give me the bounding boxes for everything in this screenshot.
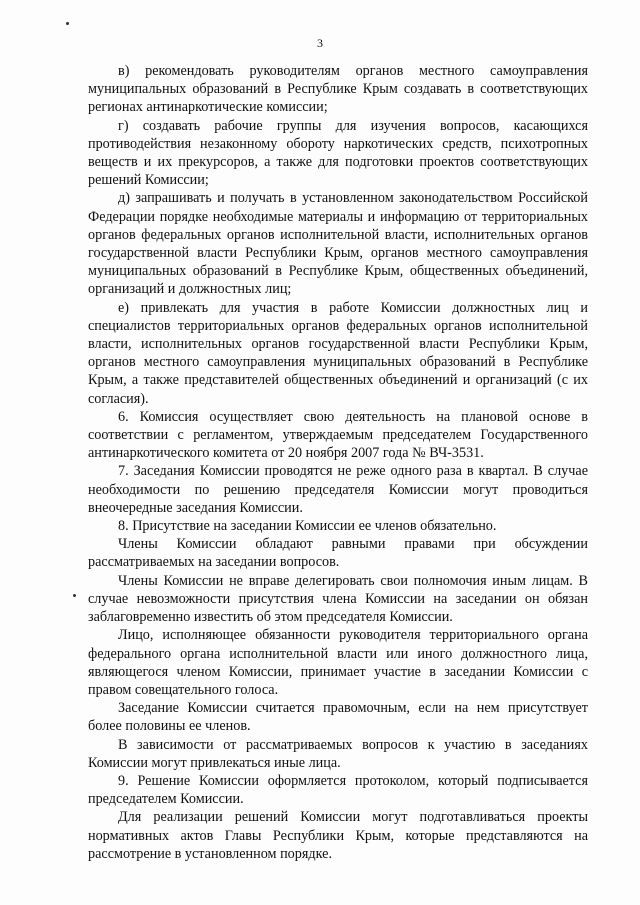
- paragraph-e: е) привлекать для участия в работе Комиссии должностных лиц и специалистов территориальных органов федеральных органов исполнительной власти, исполнительных органов государственной власти Республики Крым, органов местного самоуправления муниципальных образований в Республике Крым, а также представителей общественных объединений и организаций (с их согласия).: [88, 299, 588, 407]
- page-number: 3: [317, 36, 323, 50]
- paragraph-6: 6. Комиссия осуществляет свою деятельность на плановой основе в соответствии с регламентом, утверждаемым председателем Государственного антинаркотического комитета от 20 ноября 2007 года № ВЧ-3531.: [88, 408, 588, 462]
- paragraph-7: 7. Заседания Комиссии проводятся не реже одного раза в квартал. В случае необходимости по решению председателя Комиссии могут проводиться внеочередные заседания Комиссии.: [88, 463, 588, 516]
- document-body: [88, 62, 588, 863]
- paragraph-other-persons: В зависимости от рассматриваемых вопросов к участию в заседаниях Комиссии могут привлекаться иные лица.: [88, 736, 588, 771]
- paragraph-no-delegation: Члены Комиссии не вправе делегировать свои полномочия иным лицам. В случае невозможности присутствия члена Комиссии на заседании он обязан заблаговременно известить об этом председателя Комиссии.: [88, 572, 588, 626]
- paragraph-v: в) рекомендовать руководителям органов местного самоуправления муниципальных образований в Республике Крым создавать в соответствующих регионах антинаркотические комиссии;: [88, 63, 588, 116]
- paragraph-8: 8. Присутствие на заседании Комиссии ее членов обязательно.: [118, 518, 497, 535]
- paragraph-draft-acts: Для реализации решений Комиссии могут подготавливаться проекты нормативных актов Главы Республики Крым, которые представляются на рассмотрение в установленном порядке.: [88, 809, 588, 862]
- paragraph-equal-rights: Члены Комиссии обладают равными правами при обсуждении рассматриваемых на заседании вопросов.: [88, 536, 588, 571]
- paragraph-quorum: Заседание Комиссии считается правомочным, если на нем присутствует более половины ее членов.: [88, 700, 588, 735]
- paragraph-d: д) запрашивать и получать в установленном законодательством Российской Федерации порядке необходимые материалы и информацию от территориальных органов федеральных органов исполнительной власти, исполнительных органов государственной власти Республики Крым, органов местного самоуправления муниципальных образований в Республике Крым, общественных объединений, организаций и должностных лиц;: [88, 190, 588, 298]
- scan-speck: [73, 594, 76, 597]
- paragraph-9: 9. Решение Комиссии оформляется протоколом, который подписывается председателем Комиссии.: [88, 772, 588, 808]
- paragraph-acting-person: Лицо, исполняющее обязанности руководителя территориального органа федерального органа исполнительной власти или иного должностного лица, являющегося членом Комиссии, принимает участие в заседании Комиссии с правом совещательного голоса.: [88, 627, 588, 698]
- paragraph-g: г) создавать рабочие группы для изучения вопросов, касающихся противодействия незаконному обороту наркотических средств, психотропных веществ и их прекурсоров, а также для подготовки проектов соответствующих решений Комиссии;: [88, 117, 588, 189]
- scan-speck: [66, 22, 69, 25]
